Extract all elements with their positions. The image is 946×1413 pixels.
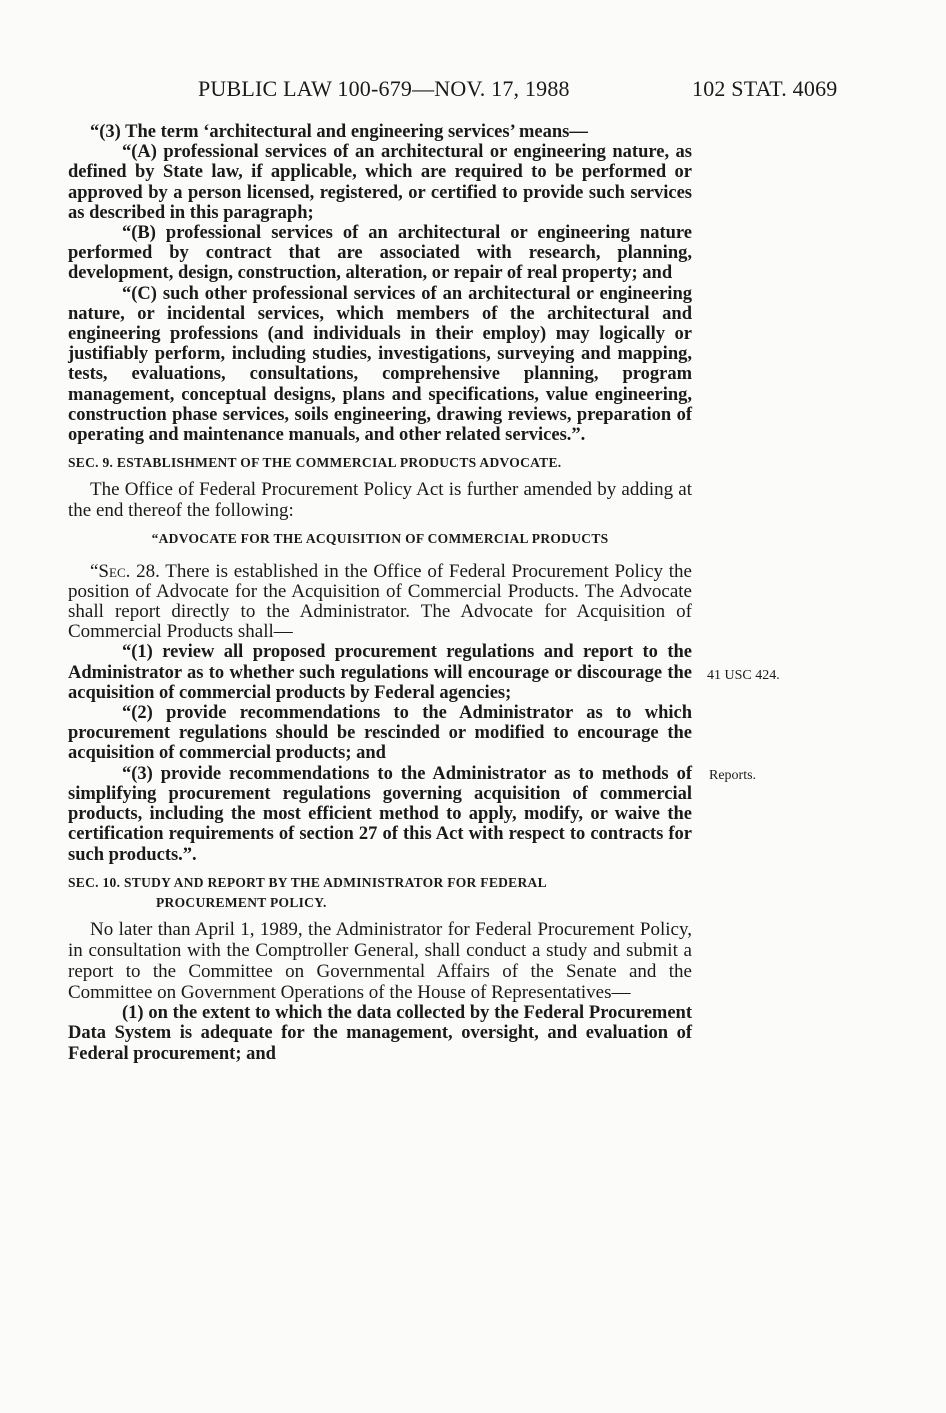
definition-item-b: “(B) professional services of an architectural or engineering nature performed by contract that are associated with research, planning, development, design, construction, alteration, or repair of real property; and [68, 223, 692, 284]
margin-note-reports: Reports. [709, 768, 757, 783]
sec10-intro: No later than April 1, 1989, the Administrator for Federal Procurement Policy, in consultation with the Comptroller General, shall conduct a study and submit a report to the Committee on Governmental Affairs of the Senate and the Committee on Government Operations of the House of Representatives— [68, 919, 692, 1004]
sec28-item-2: “(2) provide recommendations to the Administrator as to which procurement regulations should be rescinded or modified to encourage the acquisition of commercial products; and [68, 703, 692, 764]
sec9-subheading: “ADVOCATE FOR THE ACQUISITION OF COMMERCIAL PRODUCTS [151, 531, 609, 547]
sec10-heading-line1: SEC. 10. STUDY AND REPORT BY THE ADMINISTRATOR FOR FEDERAL [68, 874, 547, 890]
sec28-prefix: “Sec. [90, 560, 131, 582]
sec9-intro: The Office of Federal Procurement Policy Act is further amended by adding at the end thereof the following: [68, 479, 692, 522]
definition-intro: “(3) The term ‘architectural and engineering services’ means— [90, 122, 588, 142]
definition-item-c: “(C) such other professional services of an architectural or engineering nature, or incidental services, which members of the architectural and engineering professions (and individuals in their employ) may logically or justifiably perform, including studies, investigations, surveying and mapping, tests, evaluations, consultations, comprehensive planning, program management, conceptual designs, plans and specifications, value engineering, construction phase services, soils engineering, drawing reviews, preparation of operating and maintenance manuals, and other related services.”. [68, 283, 692, 446]
sec28-text: 28. There is established in the Office of Federal Procurement Policy the position of Advocate for the Acquisition of Commercial Products. The Advocate shall report directly to the Administrator. The Advocate for Acquisition of Commercial Products shall— [68, 560, 692, 643]
sec28-item-3: “(3) provide recommendations to the Administrator as to methods of simplifying procurement regulations governing acquisition of commercial products, including the most efficient method to apply, modify, or waive the certification requirements of section 27 of this Act with respect to contracts for such products.”. [68, 763, 692, 865]
sec28-item-1: “(1) review all proposed procurement regulations and report to the Administrator as to whether such regulations will encourage or discourage the acquisition of commercial products by Federal agencies; [68, 642, 692, 703]
document-body [68, 122, 692, 1064]
sec10-heading-line2: PROCUREMENT POLICY. [156, 894, 327, 910]
sec28-paragraph [68, 562, 692, 643]
page-header [0, 76, 946, 106]
sec10-heading [68, 873, 692, 913]
sec10-item-1: (1) on the extent to which the data collected by the Federal Procurement Data System is adequate for the management, oversight, and evaluation of Federal procurement; and [68, 1003, 692, 1064]
margin-note-usc: 41 USC 424. [707, 668, 780, 683]
stat-citation: 102 STAT. 4069 [692, 76, 838, 101]
definition-item-a: “(A) professional services of an architectural or engineering nature, as defined by State law, if applicable, which are required to be performed or approved by a person licensed, registered, or certified to provide such services as described in this paragraph; [68, 142, 692, 223]
public-law-title: PUBLIC LAW 100-679—NOV. 17, 1988 [198, 76, 570, 101]
sec9-heading: SEC. 9. ESTABLISHMENT OF THE COMMERCIAL PRODUCTS ADVOCATE. [68, 455, 562, 471]
